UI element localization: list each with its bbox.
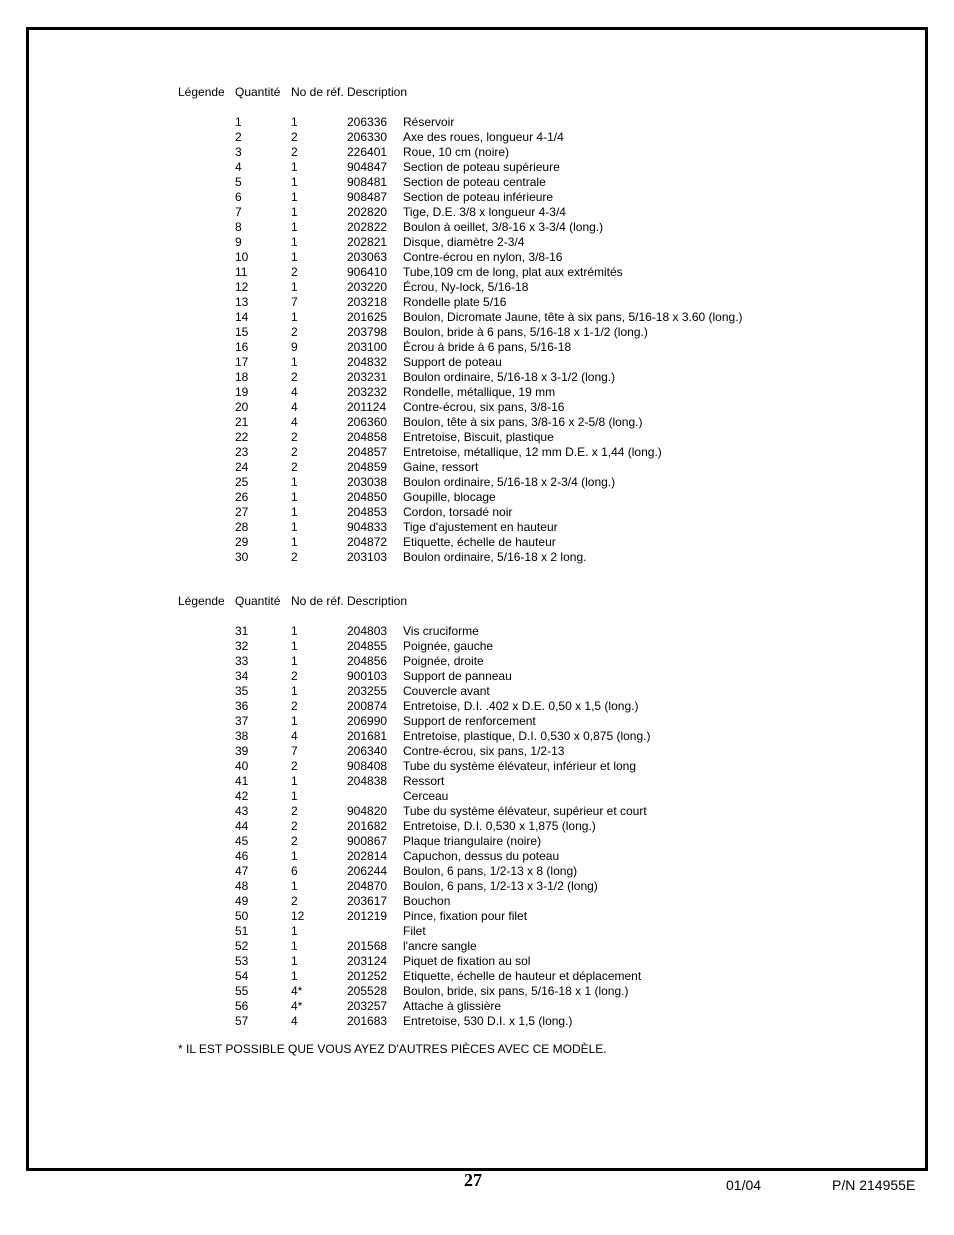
description-header: Description (347, 85, 408, 99)
legend-cell: 21 (235, 415, 249, 429)
quantity-cell: 2 (291, 550, 298, 564)
legend-cell: 10 (235, 250, 249, 264)
quantity-cell: 1 (291, 160, 298, 174)
description-cell: Couvercle avant (403, 684, 490, 698)
ref-cell: 203103 (347, 550, 388, 564)
description-cell: l'ancre sangle (403, 939, 477, 953)
legend-cell: 51 (235, 924, 249, 938)
description-cell: Tube,109 cm de long, plat aux extrémités (403, 265, 623, 279)
description-cell: Roue, 10 cm (noire) (403, 145, 510, 159)
ref-cell: 908481 (347, 175, 388, 189)
quantity-cell: 2 (291, 325, 298, 339)
ref-cell: 900103 (347, 669, 388, 683)
legend-cell: 5 (235, 175, 242, 189)
description-cell: Tige, D.E. 3/8 x longueur 4-3/4 (403, 205, 566, 219)
description-cell: Bouchon (403, 894, 451, 908)
part-number: P/N 214955E (832, 1177, 916, 1193)
legend-cell: 30 (235, 550, 249, 564)
description-cell: Rondelle, métallique, 19 mm (403, 385, 556, 399)
quantity-cell: 1 (291, 924, 298, 938)
ref-cell: 908487 (347, 190, 388, 204)
ref-cell: 908408 (347, 759, 388, 773)
description-cell: Poignée, gauche (403, 639, 494, 653)
ref-cell: 201252 (347, 969, 388, 983)
description-cell: Piquet de fixation au sol (403, 954, 531, 968)
quantity-cell: 1 (291, 355, 298, 369)
legend-cell: 13 (235, 295, 249, 309)
description-cell: Réservoir (403, 115, 455, 129)
ref-cell: 202821 (347, 235, 388, 249)
footnote: * IL EST POSSIBLE QUE VOUS AYEZ D'AUTRES PIÈCES AVEC CE MODÈLE. (178, 1042, 607, 1056)
quantity-cell: 1 (291, 490, 298, 504)
quantity-cell: 1 (291, 115, 298, 129)
legend-cell: 49 (235, 894, 249, 908)
quantity-cell: 1 (291, 280, 298, 294)
quantity-cell: 2 (291, 145, 298, 159)
legend-cell: 28 (235, 520, 249, 534)
legend-cell: 41 (235, 774, 249, 788)
ref-cell: 204859 (347, 460, 388, 474)
description-cell: Tige d'ajustement en hauteur (403, 520, 558, 534)
quantity-cell: 1 (291, 250, 298, 264)
ref-cell: 204858 (347, 430, 388, 444)
legend-cell: 23 (235, 445, 249, 459)
ref-cell: 203255 (347, 684, 388, 698)
description-cell: Section de poteau centrale (403, 175, 546, 189)
legend-cell: 20 (235, 400, 249, 414)
quantity-cell: 1 (291, 789, 298, 803)
quantity-cell: 12 (291, 909, 305, 923)
legend-cell: 4 (235, 160, 242, 174)
legend-cell: 46 (235, 849, 249, 863)
quantity-cell: 4 (291, 415, 298, 429)
ref-cell: 204838 (347, 774, 388, 788)
ref-cell: 203218 (347, 295, 388, 309)
legend-cell: 42 (235, 789, 249, 803)
quantity-cell: 1 (291, 774, 298, 788)
revision-date: 01/04 (726, 1177, 762, 1193)
legend-cell: 35 (235, 684, 249, 698)
ref-cell: 204857 (347, 445, 388, 459)
quantity-cell: 2 (291, 669, 298, 683)
legend-cell: 50 (235, 909, 249, 923)
legend-cell: 40 (235, 759, 249, 773)
quantity-cell: 1 (291, 190, 298, 204)
description-cell: Boulon, bride à 6 pans, 5/16-18 x 1-1/2 (long.) (403, 325, 648, 339)
legend-cell: 44 (235, 819, 249, 833)
description-cell: Attache à glissière (403, 999, 502, 1013)
ref-cell: 904820 (347, 804, 388, 818)
ref-cell: 204853 (347, 505, 388, 519)
legend-cell: 22 (235, 430, 249, 444)
quantity-cell: 1 (291, 175, 298, 189)
description-cell: Disque, diamètre 2-3/4 (403, 235, 525, 249)
legend-cell: 48 (235, 879, 249, 893)
quantity-cell: 2 (291, 130, 298, 144)
description-cell: Axe des roues, longueur 4-1/4 (403, 130, 564, 144)
ref-cell: 204856 (347, 654, 388, 668)
quantity-cell: 2 (291, 699, 298, 713)
description-cell: Pince, fixation pour filet (403, 909, 528, 923)
legend-cell: 16 (235, 340, 249, 354)
legend-cell: 9 (235, 235, 242, 249)
quantity-cell: 7 (291, 295, 298, 309)
ref-cell: 201681 (347, 729, 388, 743)
description-cell: Etiquette, échelle de hauteur et déplacement (403, 969, 642, 983)
quantity-cell: 2 (291, 370, 298, 384)
legend-cell: 52 (235, 939, 249, 953)
legend-cell: 38 (235, 729, 249, 743)
description-cell: Boulon, 6 pans, 1/2-13 x 3-1/2 (long) (403, 879, 598, 893)
description-cell: Plaque triangulaire (noire) (403, 834, 542, 848)
ref-cell: 202814 (347, 849, 388, 863)
quantity-cell: 2 (291, 460, 298, 474)
ref-cell: 201625 (347, 310, 388, 324)
ref-cell: 904847 (347, 160, 388, 174)
description-cell: Support de poteau (403, 355, 502, 369)
quantity-cell: 4 (291, 400, 298, 414)
legend-cell: 25 (235, 475, 249, 489)
description-cell: Tube du système élévateur, inférieur et long (403, 759, 637, 773)
ref-cell: 203231 (347, 370, 388, 384)
quantity-cell: 1 (291, 205, 298, 219)
ref-cell: 206336 (347, 115, 388, 129)
description-cell: Etiquette, échelle de hauteur (403, 535, 556, 549)
ref-cell: 205528 (347, 984, 388, 998)
legend-cell: 56 (235, 999, 249, 1013)
description-cell: Contre-écrou, six pans, 1/2-13 (403, 744, 565, 758)
quantity-cell: 4 (291, 385, 298, 399)
ref-cell: 204855 (347, 639, 388, 653)
legend-cell: 12 (235, 280, 249, 294)
description-cell: Goupille, blocage (403, 490, 496, 504)
legend-cell: 14 (235, 310, 249, 324)
legend-cell: 18 (235, 370, 249, 384)
description-cell: Boulon ordinaire, 5/16-18 x 2-3/4 (long.) (403, 475, 616, 489)
quantity-cell: 1 (291, 714, 298, 728)
ref-cell: 204850 (347, 490, 388, 504)
legend-cell: 43 (235, 804, 249, 818)
legend-cell: 3 (235, 145, 242, 159)
description-cell: Contre-écrou, six pans, 3/8-16 (403, 400, 565, 414)
legend-cell: 17 (235, 355, 249, 369)
quantity-cell: 1 (291, 220, 298, 234)
quantity-cell: 1 (291, 639, 298, 653)
legend-cell: 29 (235, 535, 249, 549)
description-cell: Boulon ordinaire, 5/16-18 x 2 long. (403, 550, 587, 564)
ref-cell: 202822 (347, 220, 388, 234)
ref-cell: 202820 (347, 205, 388, 219)
quantity-cell: 1 (291, 235, 298, 249)
legend-cell: 31 (235, 624, 249, 638)
quantity-header: Quantité (235, 594, 281, 608)
quantity-cell: 2 (291, 819, 298, 833)
description-cell: Vis cruciforme (403, 624, 479, 638)
description-cell: Boulon, tête à six pans, 3/8-16 x 2-5/8 (long.) (403, 415, 643, 429)
description-header: Description (347, 594, 408, 608)
ref-cell: 900867 (347, 834, 388, 848)
legend-cell: 33 (235, 654, 249, 668)
quantity-cell: 1 (291, 520, 298, 534)
ref-header: No de réf. (291, 85, 344, 99)
ref-cell: 203232 (347, 385, 388, 399)
quantity-cell: 6 (291, 864, 298, 878)
description-cell: Boulon à oeillet, 3/8-16 x 3-3/4 (long.) (403, 220, 604, 234)
legend-cell: 55 (235, 984, 249, 998)
quantity-cell: 4* (291, 999, 303, 1013)
description-cell: Écrou à bride à 6 pans, 5/16-18 (403, 340, 572, 354)
quantity-cell: 1 (291, 624, 298, 638)
legend-cell: 45 (235, 834, 249, 848)
ref-cell: 203617 (347, 894, 388, 908)
description-cell: Boulon, bride, six pans, 5/16-18 x 1 (long.) (403, 984, 629, 998)
description-cell: Section de poteau supérieure (403, 160, 560, 174)
ref-cell: 201219 (347, 909, 388, 923)
ref-cell: 203124 (347, 954, 388, 968)
description-cell: Écrou, Ny-lock, 5/16-18 (403, 280, 529, 294)
quantity-cell: 1 (291, 654, 298, 668)
ref-cell: 206360 (347, 415, 388, 429)
quantity-cell: 4 (291, 729, 298, 743)
ref-cell: 203220 (347, 280, 388, 294)
legend-cell: 39 (235, 744, 249, 758)
quantity-cell: 9 (291, 340, 298, 354)
ref-cell: 201682 (347, 819, 388, 833)
legend-cell: 47 (235, 864, 249, 878)
description-cell: Rondelle plate 5/16 (403, 295, 507, 309)
quantity-cell: 4* (291, 984, 303, 998)
ref-cell: 204803 (347, 624, 388, 638)
legend-cell: 24 (235, 460, 249, 474)
legend-cell: 54 (235, 969, 249, 983)
description-cell: Entretoise, D.I. 0,530 x 1,875 (long.) (403, 819, 596, 833)
legend-cell: 27 (235, 505, 249, 519)
ref-cell: 206330 (347, 130, 388, 144)
quantity-cell: 1 (291, 505, 298, 519)
ref-cell: 203100 (347, 340, 388, 354)
description-cell: Boulon, Dicromate Jaune, tête à six pans, 5/16-18 x 3.60 (long.) (403, 310, 743, 324)
legend-cell: 57 (235, 1014, 249, 1028)
quantity-cell: 1 (291, 939, 298, 953)
quantity-cell: 1 (291, 954, 298, 968)
description-cell: Cordon, torsadé noir (403, 505, 513, 519)
legend-header: Légende (178, 594, 225, 608)
ref-cell: 201568 (347, 939, 388, 953)
ref-cell: 206340 (347, 744, 388, 758)
legend-cell: 32 (235, 639, 249, 653)
description-cell: Entretoise, plastique, D.I. 0,530 x 0,875 (long.) (403, 729, 651, 743)
ref-cell: 906410 (347, 265, 388, 279)
description-cell: Entretoise, Biscuit, plastique (403, 430, 554, 444)
description-cell: Poignée, droite (403, 654, 484, 668)
legend-cell: 26 (235, 490, 249, 504)
description-cell: Capuchon, dessus du poteau (403, 849, 560, 863)
legend-cell: 34 (235, 669, 249, 683)
legend-cell: 15 (235, 325, 249, 339)
description-cell: Filet (403, 924, 426, 938)
legend-cell: 36 (235, 699, 249, 713)
quantity-cell: 2 (291, 834, 298, 848)
ref-cell: 226401 (347, 145, 388, 159)
legend-cell: 6 (235, 190, 242, 204)
ref-header: No de réf. (291, 594, 344, 608)
quantity-cell: 2 (291, 804, 298, 818)
legend-cell: 7 (235, 205, 242, 219)
ref-cell: 203257 (347, 999, 388, 1013)
quantity-cell: 1 (291, 969, 298, 983)
legend-cell: 11 (235, 265, 248, 279)
description-cell: Boulon ordinaire, 5/16-18 x 3-1/2 (long.) (403, 370, 616, 384)
quantity-cell: 2 (291, 894, 298, 908)
quantity-cell: 2 (291, 445, 298, 459)
page-number: 27 (464, 1170, 482, 1190)
quantity-cell: 1 (291, 849, 298, 863)
quantity-cell: 1 (291, 879, 298, 893)
legend-cell: 1 (235, 115, 242, 129)
quantity-header: Quantité (235, 85, 281, 99)
ref-cell: 203798 (347, 325, 388, 339)
description-cell: Support de renforcement (403, 714, 536, 728)
description-cell: Entretoise, métallique, 12 mm D.E. x 1,44 (long.) (403, 445, 662, 459)
quantity-cell: 2 (291, 759, 298, 773)
description-cell: Section de poteau inférieure (403, 190, 554, 204)
description-cell: Support de panneau (403, 669, 512, 683)
description-cell: Tube du système élévateur, supérieur et court (403, 804, 647, 818)
legend-cell: 37 (235, 714, 249, 728)
ref-cell: 204872 (347, 535, 388, 549)
legend-cell: 8 (235, 220, 242, 234)
ref-cell: 206244 (347, 864, 388, 878)
ref-cell: 204870 (347, 879, 388, 893)
ref-cell: 203063 (347, 250, 388, 264)
description-cell: Boulon, 6 pans, 1/2-13 x 8 (long) (403, 864, 578, 878)
description-cell: Gaine, ressort (403, 460, 479, 474)
ref-cell: 201124 (347, 400, 387, 414)
description-cell: Cerceau (403, 789, 449, 803)
quantity-cell: 2 (291, 430, 298, 444)
ref-cell: 904833 (347, 520, 388, 534)
legend-cell: 2 (235, 130, 242, 144)
description-cell: Contre-écrou en nylon, 3/8-16 (403, 250, 563, 264)
quantity-cell: 1 (291, 535, 298, 549)
quantity-cell: 4 (291, 1014, 298, 1028)
ref-cell: 204832 (347, 355, 388, 369)
quantity-cell: 7 (291, 744, 298, 758)
quantity-cell: 1 (291, 310, 298, 324)
ref-cell: 203038 (347, 475, 388, 489)
quantity-cell: 1 (291, 475, 298, 489)
legend-cell: 53 (235, 954, 249, 968)
ref-cell: 200874 (347, 699, 388, 713)
legend-cell: 19 (235, 385, 249, 399)
description-cell: Entretoise, D.I. .402 x D.E. 0,50 x 1,5 (long.) (403, 699, 639, 713)
description-cell: Entretoise, 530 D.I. x 1,5 (long.) (403, 1014, 573, 1028)
description-cell: Ressort (403, 774, 445, 788)
legend-header: Légende (178, 85, 225, 99)
quantity-cell: 1 (291, 684, 298, 698)
quantity-cell: 2 (291, 265, 298, 279)
ref-cell: 201683 (347, 1014, 388, 1028)
ref-cell: 206990 (347, 714, 388, 728)
